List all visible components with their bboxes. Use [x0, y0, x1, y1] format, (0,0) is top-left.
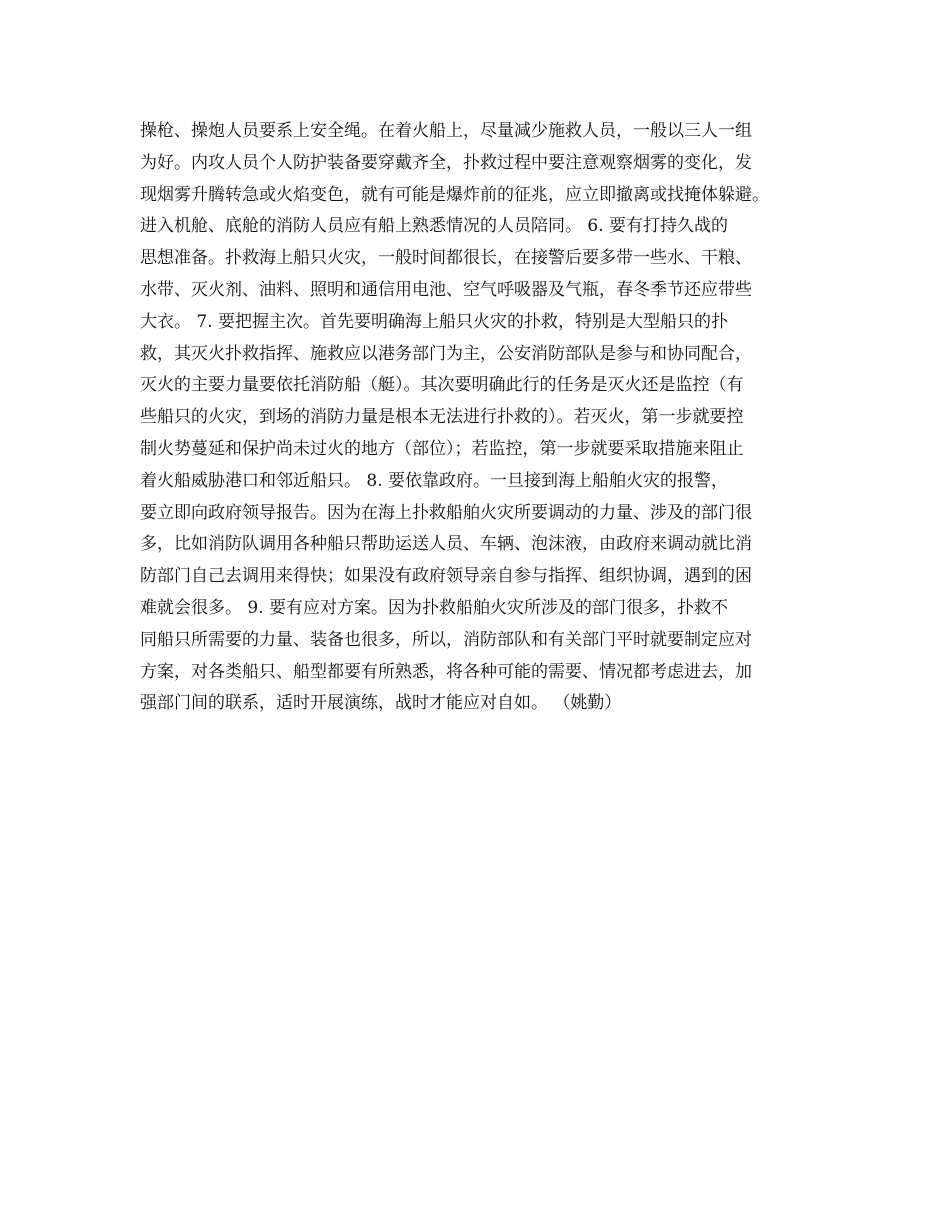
text-line: 些船只的火灾，到场的消防力量是根本无法进行扑救的）。若灭火，第一步就要控 [140, 407, 744, 428]
text-line: 着火船威胁港口和邻近船只。 8. 要依靠政府。一旦接到海上船舶火灾的报警， [140, 470, 729, 491]
text-line: 现烟雾升腾转急或火焰变色，就有可能是爆炸前的征兆，应立即撤离或找掩体躲避。 [140, 184, 769, 205]
text-line: 多，比如消防队调用各种船只帮助运送人员、车辆、泡沫液，由政府来调动就比消 [140, 534, 752, 555]
text-line: 防部门自己去调用来得快；如果没有政府领导亲自参与指挥、组织协调，遇到的困 [140, 566, 752, 587]
text-line: 方案，对各类船只、船型都要有所熟悉，将各种可能的需要、情况都考虑进去，加 [140, 661, 752, 682]
text-line: 同船只所需要的力量、装备也很多，所以，消防部队和有关部门平时就要制定应对 [140, 629, 752, 650]
body-paragraph [140, 116, 830, 720]
text-line: 制火势蔓延和保护尚未过火的地方（部位）；若监控，第一步就要采取措施来阻止 [140, 438, 744, 459]
text-line: 灭火的主要力量要依托消防船（艇）。其次要明确此行的任务是灭火还是监控（有 [140, 375, 744, 396]
text-line: 强部门间的联系，适时开展演练，战时才能应对自如。 （姚勤） [140, 693, 622, 714]
text-line: 思想准备。扑救海上船只火灾，一般时间都很长，在接警后要多带一些水、干粮、 [140, 248, 752, 269]
text-line: 救，其灭火扑救指挥、施救应以港务部门为主，公安消防部队是参与和协同配合， [140, 343, 752, 364]
text-line: 要立即向政府领导报告。因为在海上扑救船舶火灾所要调动的力量、涉及的部门很 [140, 502, 752, 523]
text-line: 水带、灭火剂、油料、照明和通信用电池、空气呼吸器及气瓶，春冬季节还应带些 [140, 279, 752, 300]
text-line: 大衣。 7. 要把握主次。首先要明确海上船只火灾的扑救，特别是大型船只的扑 [140, 311, 729, 332]
text-line: 操枪、操炮人员要系上安全绳。在着火船上，尽量减少施救人员，一般以三人一组 [140, 121, 752, 141]
text-line: 难就会很多。 9. 要有应对方案。因为扑救船舶火灾所涉及的部门很多，扑救不 [140, 597, 729, 618]
text-line: 为好。内攻人员个人防护装备要穿戴齐全，扑救过程中要注意观察烟雾的变化，发 [140, 152, 752, 173]
text-line: 进入机舱、底舱的消防人员应有船上熟悉情况的人员陪同。 6. 要有打持久战的 [140, 216, 729, 237]
